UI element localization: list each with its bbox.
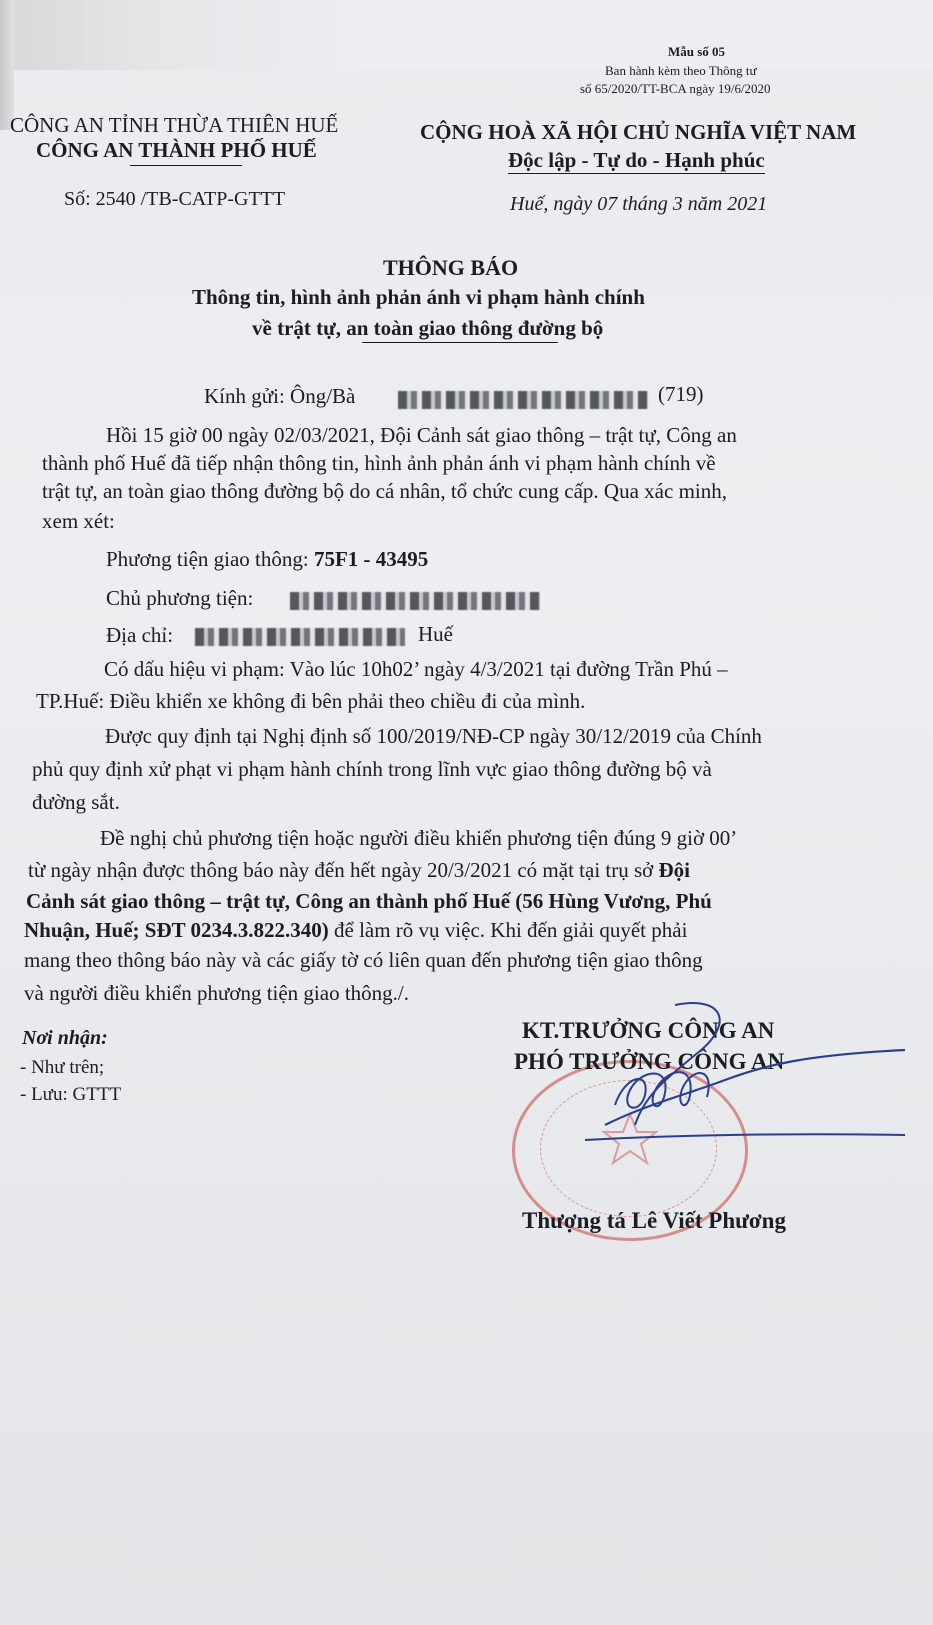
form-issued-line1: Ban hành kèm theo Thông tư [605,63,757,78]
address-label: Địa chỉ: [106,623,174,647]
address-suffix: Huế [418,622,453,646]
form-number: Mẫu số 05 [668,44,726,59]
notice-title: THÔNG BÁO [383,255,519,280]
agency-parent: CÔNG AN TỈNH THỪA THIÊN HUẾ [10,113,339,137]
national-name: CỘNG HOÀ XÃ HỘI CHỦ NGHĨA VIỆT NAM [420,120,857,144]
request-line2-bold: Đội [658,858,691,882]
place-date: Huế, ngày 07 tháng 3 năm 2021 [510,193,768,215]
request-line2: từ ngày nhận được thông báo này đến hết ngày 20/3/2021 có mặt tại trụ sở [28,858,659,882]
recipient-suffix: (719) [658,382,704,406]
subtitle-underline [362,342,558,343]
recipients-heading: Nơi nhận: [22,1027,108,1049]
p1-line4: xem xét: [42,509,115,533]
signer-name: Thượng tá Lê Viết Phương [522,1208,786,1233]
request-line6: và người điều khiển phương tiện giao thông./. [24,981,410,1005]
p1-line3: trật tự, an toàn giao thông đường bộ do cá nhân, tổ chức cung cấp. Qua xác minh, [42,479,727,503]
recipients-item-1: - Như trên; [20,1057,105,1078]
agency-underline [130,165,242,166]
paper-fold [0,0,14,130]
owner-label: Chủ phương tiện: [106,586,254,610]
notice-subtitle-2: về trật tự, an toàn giao thông đường bộ [252,316,604,340]
request-line5: mang theo thông báo này và các giấy tờ có liên quan đến phương tiện giao thông [24,948,703,972]
request-line4: để làm rõ vụ việc. Khi đến giải quyết phải [328,918,688,942]
p1-line2: thành phố Huế đã tiếp nhận thông tin, hình ảnh phản ánh vi phạm hành chính về [42,451,716,475]
regulation-line1: Được quy định tại Nghị định số 100/2019/NĐ-CP ngày 30/12/2019 của Chính [105,724,762,748]
request-line1: Đề nghị chủ phương tiện hoặc người điều khiển phương tiện đúng 9 giờ 00’ [100,826,738,850]
recipient-label: Kính gửi: Ông/Bà [204,384,356,408]
request-line4-bold: Nhuận, Huế; SĐT 0234.3.822.340) [24,918,329,942]
vehicle-plate: 75F1 - 43495 [313,547,429,571]
paper-shadow [0,0,933,70]
redacted-recipient-name [398,391,648,409]
recipients-item-2: - Lưu: GTTT [20,1084,122,1105]
violation-line2: TP.Huế: Điều khiển xe không đi bên phải theo chiều đi của mình. [36,689,586,713]
form-issued-line2: số 65/2020/TT-BCA ngày 19/6/2020 [580,81,771,96]
doc-number: Số: 2540 /TB-CATP-GTTT [64,188,286,210]
notice-subtitle-1: Thông tin, hình ảnh phản ánh vi phạm hành chính [192,285,645,309]
violation-line1: Có dấu hiệu vi phạm: Vào lúc 10h02’ ngày 4/3/2021 tại đường Trần Phú – [104,657,728,681]
p1-line1: Hồi 15 giờ 00 ngày 02/03/2021, Đội Cảnh sát giao thông – trật tự, Công an [106,423,737,447]
signature-line2: PHÓ TRƯỞNG CÔNG AN [514,1049,785,1074]
request-line3: Cảnh sát giao thông – trật tự, Công an thành phố Huế (56 Hùng Vương, Phú [26,889,712,913]
national-motto: Độc lập - Tự do - Hạnh phúc [508,148,765,172]
signature-line1: KT.TRƯỞNG CÔNG AN [522,1018,775,1043]
regulation-line2: phủ quy định xử phạt vi phạm hành chính trong lĩnh vực giao thông đường bộ và [32,757,712,781]
regulation-line3: đường sắt. [32,790,120,814]
vehicle-label: Phương tiện giao thông: [106,547,314,571]
redacted-owner-name [290,592,540,610]
handwritten-signature-icon [575,995,915,1165]
agency-name: CÔNG AN THÀNH PHỐ HUẾ [36,138,317,162]
redacted-address [195,628,405,646]
